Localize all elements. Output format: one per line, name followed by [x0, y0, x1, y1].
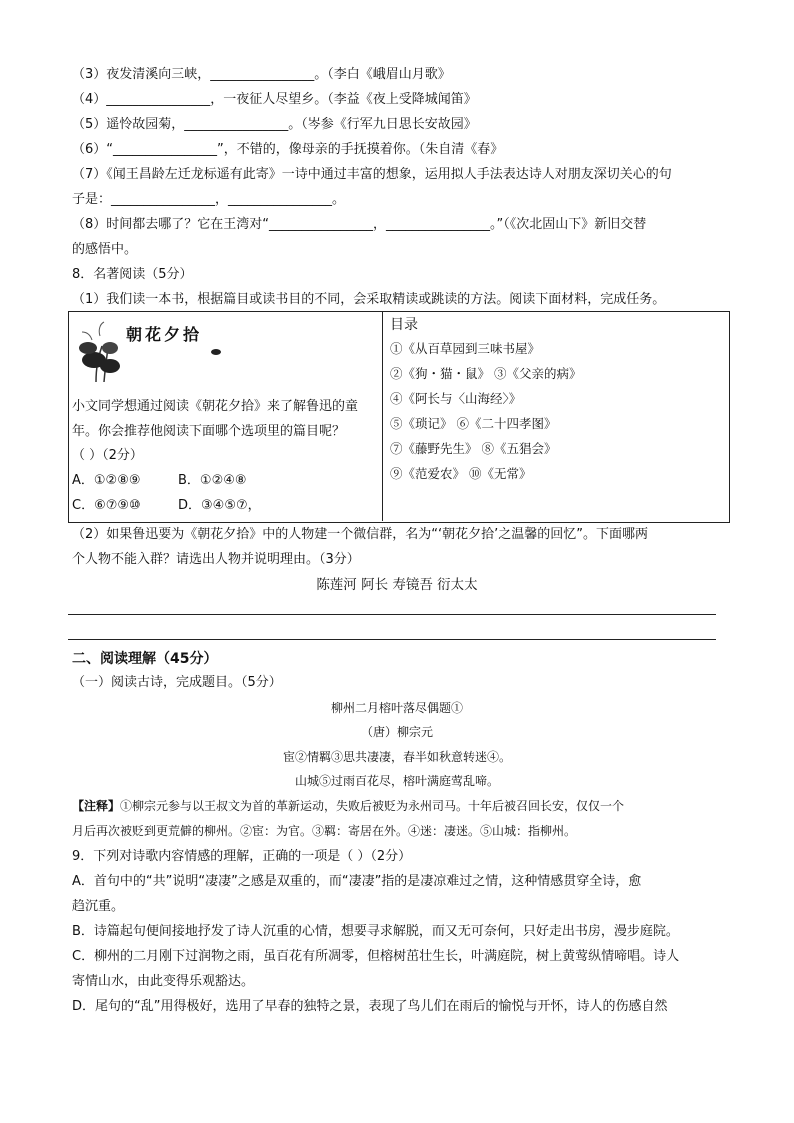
q8-option-d: D．③④⑤⑦， — [178, 498, 261, 513]
poem-verse-1: 宦②情羁③思共凄凄，春半如秋意转迷④。 — [282, 750, 511, 764]
poem-line-8: （8）时间都去哪了？它在王湾对“________________，________________。”（《次北固山下》新旧交替 — [72, 217, 647, 232]
q8-part2-line-1: （2）如果鲁迅要为《朝花夕拾》中的人物建一个微信群，名为“‘朝花夕拾’之温馨的回忆”。下面哪两 — [72, 527, 649, 542]
book-title-art: 朝花夕拾 — [126, 325, 203, 344]
q8-option-c: C．⑥⑦⑨⑩ — [72, 498, 141, 513]
q8-title: 8．名著阅读（5分） — [72, 267, 193, 282]
poem-line-7-cont: 子是：________________，________________。 — [72, 192, 346, 207]
toc-line-2: ②《狗・猫・鼠》 ③《父亲的病》 — [390, 366, 582, 381]
poem-line-4: （4）________________，一夜征人尽望乡。（李益《夜上受降城闻笛》 — [72, 92, 477, 107]
note-label: 【注释】 — [72, 799, 121, 813]
poem-line-5: （5）遥怜故园菊，________________。（岑参《行军九日思长安故园》 — [72, 117, 477, 132]
poem-verse-2: 山城⑤过雨百花尽，榕叶满庭莺乱啼。 — [294, 774, 499, 788]
q9-option-a-cont: 趋沉重。 — [72, 899, 125, 914]
toc-title: 目录 — [390, 317, 418, 333]
poem-line-8-cont: 的感悟中。 — [72, 242, 138, 257]
toc-line-1: ①《从百草园到三味书屋》 — [390, 341, 541, 356]
poem-author: （唐）柳宗元 — [360, 725, 433, 739]
answer-line-1 — [68, 614, 716, 615]
section-2-sub: （一）阅读古诗，完成题目。（5分） — [72, 675, 282, 690]
q8-option-b: B．①②④⑧ — [178, 473, 247, 488]
toc-line-3: ④《阿长与〈山海经〉》 — [390, 391, 522, 406]
q8-box-divider — [382, 311, 383, 521]
q9-option-d: D．尾句的“乱”用得极好，选用了早春的独特之景，表现了鸟儿们在雨后的愉悦与开怀，诗人的伤感自然 — [72, 999, 668, 1014]
section-2-heading: 二、阅读理解（45分） — [72, 651, 218, 667]
q9-stem: 9．下列对诗歌内容情感的理解，正确的一项是（ ）（2分） — [72, 849, 412, 864]
poem-line-7: （7）《闻王昌龄左迁龙标遥有此寄》一诗中通过丰富的想象，运用拟人手法表达诗人对朋友深切关心的句 — [72, 167, 672, 182]
toc-line-4: ⑤《琐记》 ⑥《二十四孝图》 — [390, 416, 557, 431]
q8-option-a: A．①②⑧⑨ — [72, 473, 141, 488]
q9-option-c-cont: 寄情山水，由此变得乐观豁达。 — [72, 974, 255, 989]
poem-line-6: （6）“________________”，不错的，像母亲的手抚摸着你。（朱自清《春》 — [72, 142, 504, 157]
answer-line-2 — [68, 639, 716, 640]
q8-question-line-3: （ ）（2分） — [72, 448, 143, 463]
q8-people-list: 陈莲河 阿长 寿镜吾 衍太太 — [316, 577, 478, 593]
poem-line-3: （3）夜发清溪向三峡，________________。（李白《峨眉山月歌》 — [72, 67, 451, 82]
q8-question-line-2: 年。你会推荐他阅读下面哪个选项里的篇目呢？ — [72, 424, 346, 439]
q8-question-line-1: 小文同学想通过阅读《朝花夕拾》来了解鲁迅的童 — [72, 399, 359, 414]
toc-line-6: ⑨《范爱农》 ⑩《无常》 — [390, 466, 532, 481]
q8-intro: （1）我们读一本书，根据篇目或读书目的不同，会采取精读或跳读的方法。阅读下面材料，完成任务。 — [72, 292, 666, 307]
toc-line-5: ⑦《藤野先生》 ⑧《五猖会》 — [390, 441, 557, 456]
q8-part2-line-2: 个人物不能入群？请选出人物并说明理由。（3分） — [72, 552, 360, 567]
note-line-1 — [72, 797, 624, 815]
note-text-1: ①柳宗元参与以王叔文为首的革新运动，失败后被贬为永州司马。十年后被召回长安，仅仅一个 — [120, 799, 625, 813]
note-line-2: 月后再次被贬到更荒僻的柳州。②宦：为官。③羁：寄居在外。④迷：凄迷。⑤山城：指柳州。 — [72, 824, 577, 838]
q9-option-c: C．柳州的二月刚下过润物之雨，虽百花有所凋零，但榕树茁壮生长，叶满庭院，树上黄莺纵情啼唱。诗人 — [72, 949, 680, 964]
q9-option-a: A．首句中的“共”说明“凄凄”之感是双重的，而“凄凄”指的是凄凉难过之情，这种情感贯穿全诗，愈 — [72, 874, 642, 889]
poem-title: 柳州二月榕叶落尽偶题① — [330, 701, 463, 715]
q9-option-b: B．诗篇起句便间接地抒发了诗人沉重的心情，想要寻求解脱，而又无可奈何，只好走出书房，漫步庭院。 — [72, 924, 679, 939]
